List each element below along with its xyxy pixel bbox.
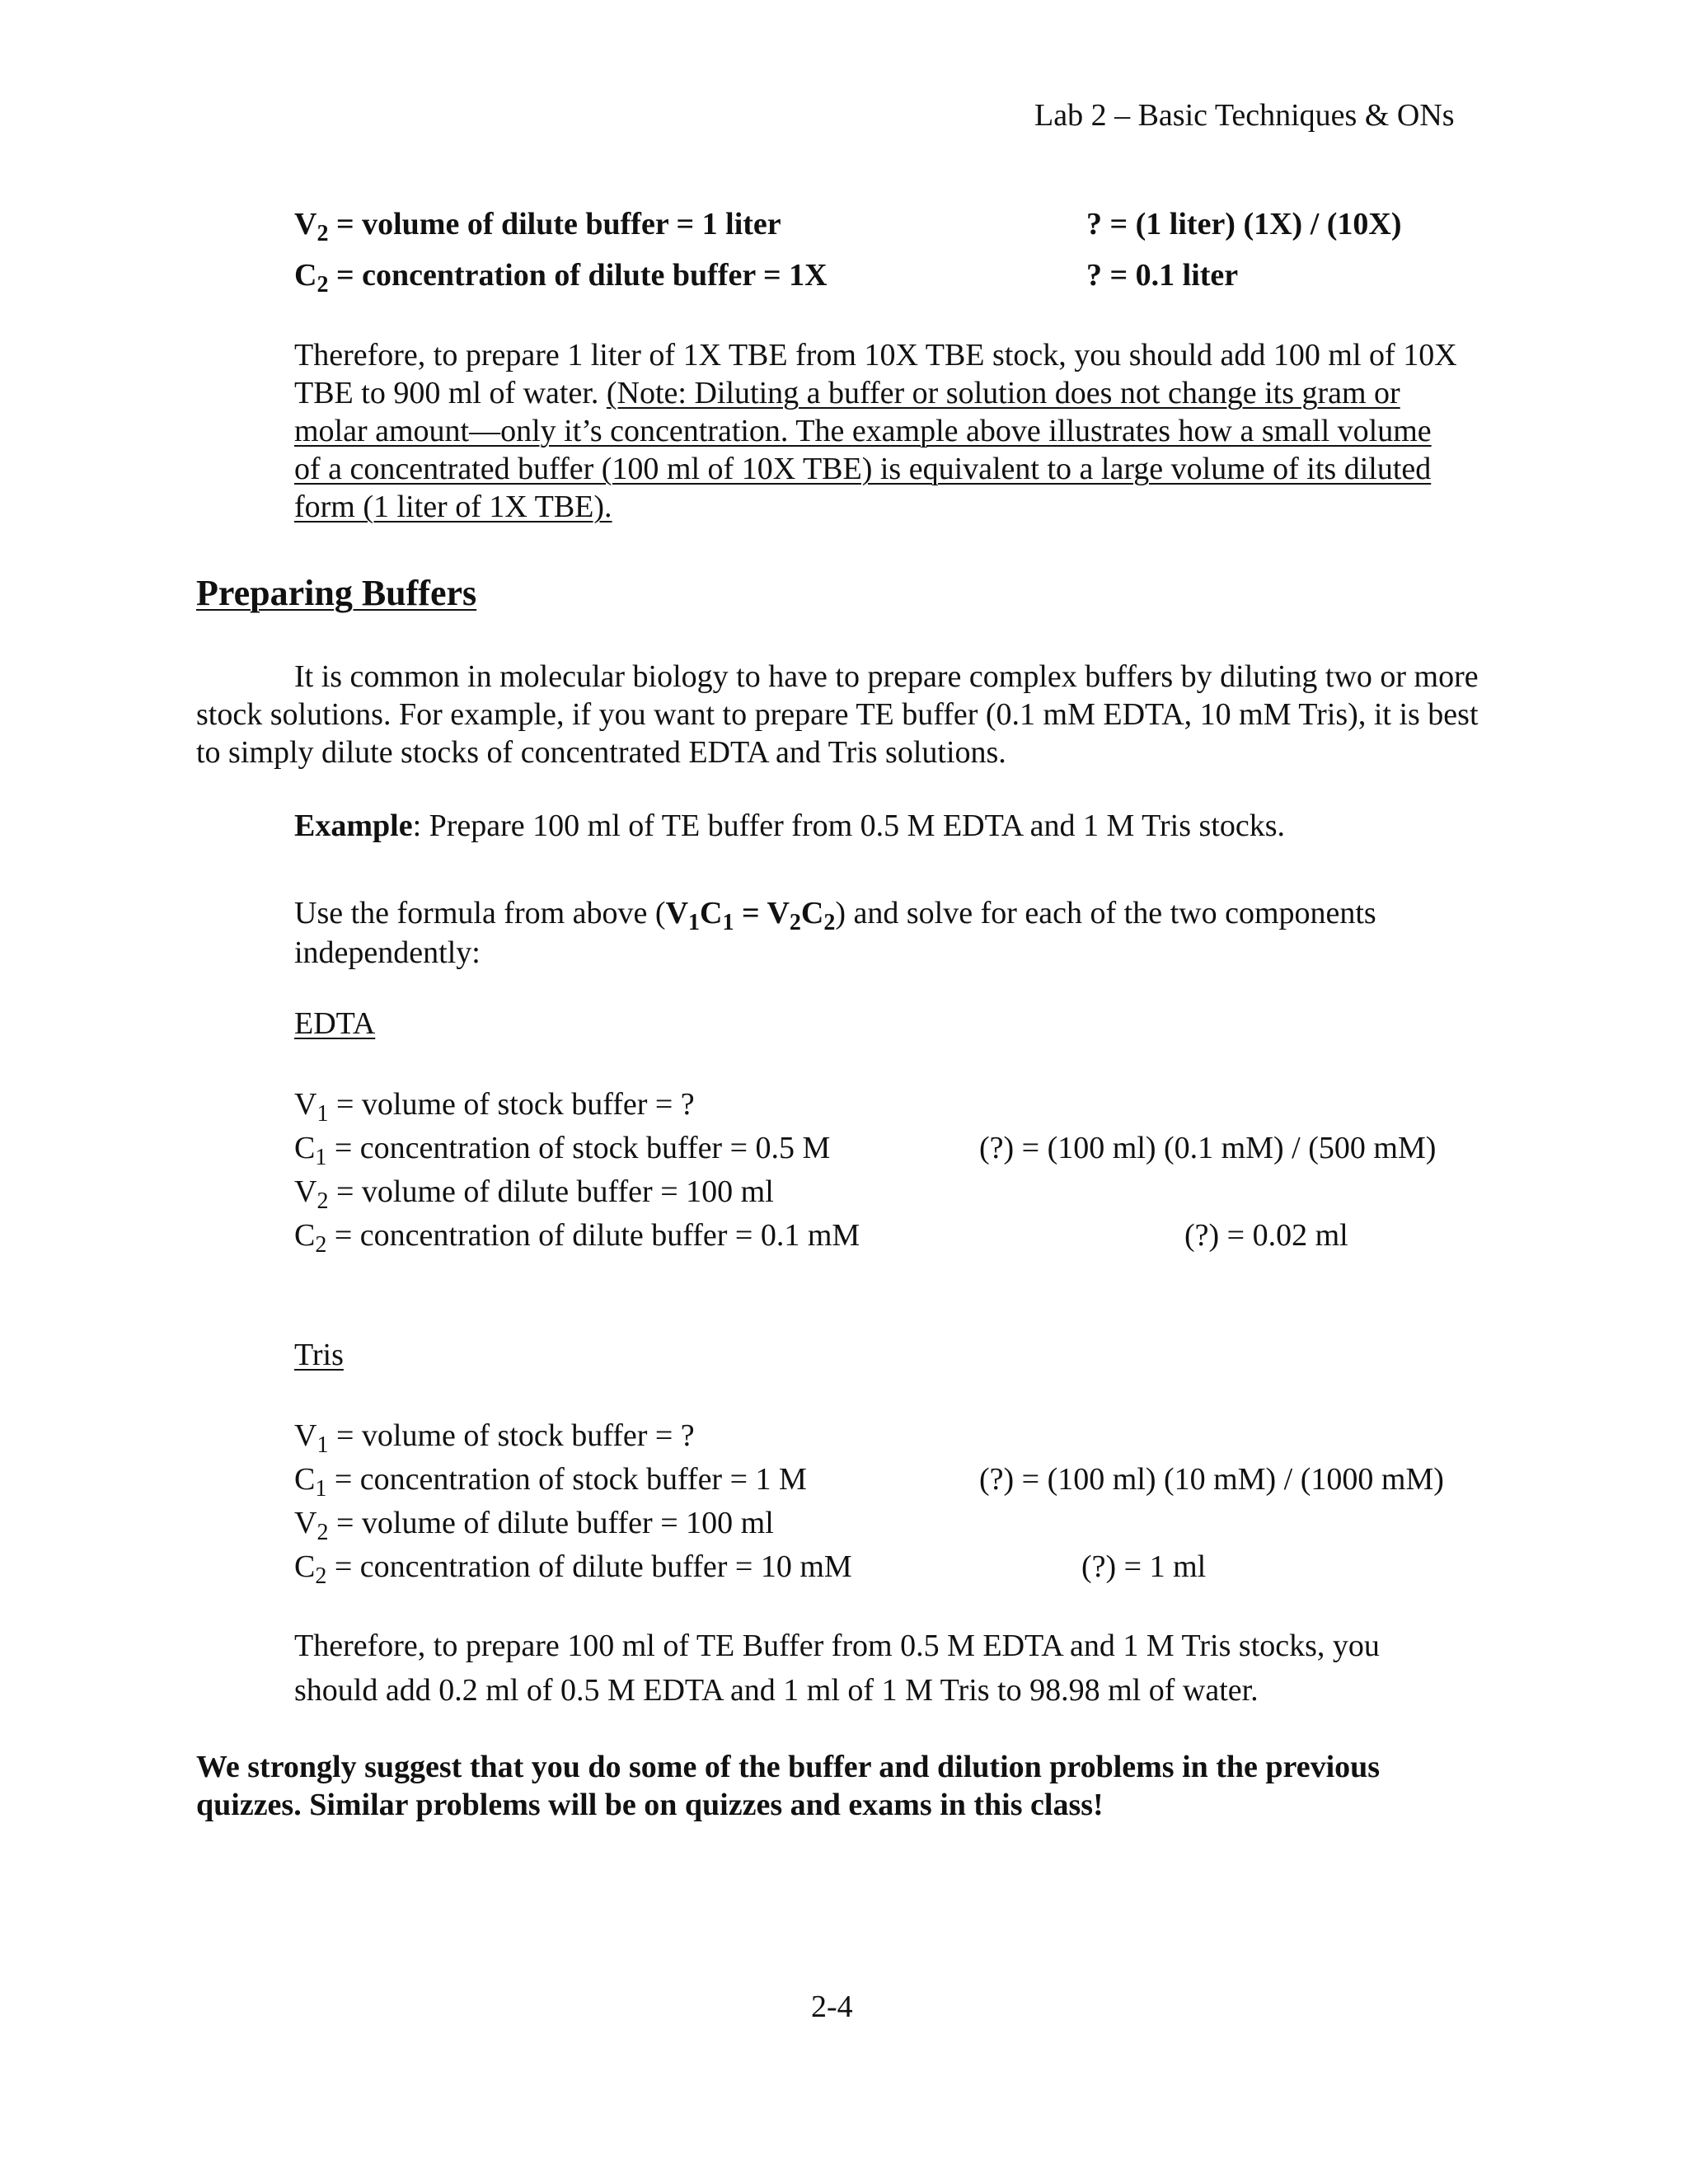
var-definition: = volume of stock buffer = ? xyxy=(328,1087,695,1122)
var-letter: V xyxy=(294,1418,317,1453)
var-letter: V xyxy=(294,207,317,241)
edta-equation: (?) = (100 ml) (0.1 mM) / (500 mM) xyxy=(979,1131,1437,1165)
var-subscript: 2 xyxy=(315,1232,327,1258)
advice-line-2: quizzes. Similar problems will be on quizzes and exams in this class! xyxy=(196,1788,1104,1822)
var-definition: = volume of dilute buffer = 1 liter xyxy=(328,207,781,241)
top-calc-v2 xyxy=(294,206,781,244)
edta-row xyxy=(294,1217,860,1258)
advice-line-1: We strongly suggest that you do some of the buffer and dilution problems in the previous xyxy=(196,1750,1381,1784)
formula-c2: C xyxy=(800,896,824,930)
formula-intro: Use the formula from above ( xyxy=(294,896,666,930)
var-letter: C xyxy=(294,1218,316,1253)
paragraph-text: Therefore, to prepare 1 liter of 1X TBE from 10X TBE stock, you should add 100 ml of 10X TBE to 900 ml of water. xyxy=(294,338,1457,410)
intro-paragraph: It is common in molecular biology to have to prepare complex buffers by diluting two or more stock solutions. For example, if you want to prepare TE buffer (0.1 mM EDTA, 10 mM Tris), it is best to simply dilute stocks of concentrated EDTA and Tris solutions. xyxy=(196,659,1479,770)
edta-row xyxy=(294,1174,774,1212)
var-definition: = concentration of stock buffer = 0.5 M xyxy=(326,1131,831,1165)
var-subscript: 1 xyxy=(316,1101,329,1127)
var-definition: = volume of dilute buffer = 100 ml xyxy=(328,1506,774,1540)
example-line xyxy=(294,808,1285,846)
formula-sub: 2 xyxy=(789,910,801,935)
formula-sub: 1 xyxy=(688,910,701,935)
var-definition: = volume of stock buffer = ? xyxy=(328,1418,695,1453)
tris-row xyxy=(294,1505,774,1543)
running-header: Lab 2 – Basic Techniques & ONs xyxy=(1034,98,1455,133)
tris-title: Tris xyxy=(294,1338,344,1372)
var-letter: V xyxy=(294,1174,317,1209)
var-subscript: 1 xyxy=(315,1145,327,1170)
var-definition: = concentration of dilute buffer = 0.1 mM xyxy=(326,1218,860,1253)
var-subscript: 2 xyxy=(316,1188,329,1214)
var-letter: C xyxy=(294,1462,316,1497)
var-definition: = concentration of dilute buffer = 1X xyxy=(328,258,828,293)
var-letter: C xyxy=(294,258,317,293)
formula-v2: V xyxy=(767,896,790,930)
page-number: 2-4 xyxy=(811,1990,853,2024)
edta-title: EDTA xyxy=(294,1006,376,1041)
top-calc-c2 xyxy=(294,257,828,298)
var-subscript: 2 xyxy=(316,221,329,246)
tris-equation: (?) = (100 ml) (10 mM) / (1000 mM) xyxy=(979,1462,1444,1497)
var-letter: C xyxy=(294,1549,316,1584)
var-subscript: 1 xyxy=(315,1476,327,1502)
var-letter: V xyxy=(294,1506,317,1540)
var-subscript: 2 xyxy=(316,272,329,298)
formula-c1: C xyxy=(700,896,723,930)
var-letter: V xyxy=(294,1087,317,1122)
edta-row xyxy=(294,1086,695,1127)
var-subscript: 2 xyxy=(316,1520,329,1545)
formula-equals: = xyxy=(734,896,767,930)
top-calc-result: ? = 0.1 liter xyxy=(1086,258,1239,293)
var-definition: = volume of dilute buffer = 100 ml xyxy=(328,1174,774,1209)
formula-v1: V xyxy=(665,896,689,930)
var-subscript: 1 xyxy=(316,1432,329,1458)
var-letter: C xyxy=(294,1131,316,1165)
edta-row xyxy=(294,1130,830,1168)
tris-result: (?) = 1 ml xyxy=(1081,1549,1207,1584)
section-heading: Preparing Buffers xyxy=(196,573,477,613)
conclusion-line-1: Therefore, to prepare 100 ml of TE Buffer from 0.5 M EDTA and 1 M Tris stocks, you xyxy=(294,1629,1380,1663)
tris-row xyxy=(294,1418,695,1458)
dilution-note: (Note: Diluting a buffer or solution does not change its gram or molar amount—only it’s concentration. The example above illustrates how a small volume of a concentrated buffer (100 ml of 10X TBE) is equivalent to a large volume of its diluted form (1 liter of 1X TBE). xyxy=(294,376,1432,524)
formula-outro: ) and solve for each of the two components xyxy=(835,896,1376,930)
example-label: Example xyxy=(294,808,413,843)
edta-result: (?) = 0.02 ml xyxy=(1184,1218,1348,1253)
tris-row xyxy=(294,1549,852,1589)
formula-sub: 2 xyxy=(823,910,836,935)
example-text: : Prepare 100 ml of TE buffer from 0.5 M EDTA and 1 M Tris stocks. xyxy=(412,808,1285,843)
formula-line-2: independently: xyxy=(294,935,481,970)
formula-line xyxy=(294,895,1376,933)
tris-row xyxy=(294,1461,807,1502)
formula xyxy=(665,896,836,935)
var-definition: = concentration of dilute buffer = 10 mM xyxy=(326,1549,852,1584)
var-definition: = concentration of stock buffer = 1 M xyxy=(326,1462,807,1497)
formula-sub: 1 xyxy=(722,910,734,935)
var-subscript: 2 xyxy=(315,1563,327,1589)
tbe-dilution-paragraph xyxy=(294,336,1465,526)
conclusion-line-2: should add 0.2 ml of 0.5 M EDTA and 1 ml of 1 M Tris to 98.98 ml of water. xyxy=(294,1673,1259,1708)
top-calc-equation: ? = (1 liter) (1X) / (10X) xyxy=(1086,207,1402,241)
